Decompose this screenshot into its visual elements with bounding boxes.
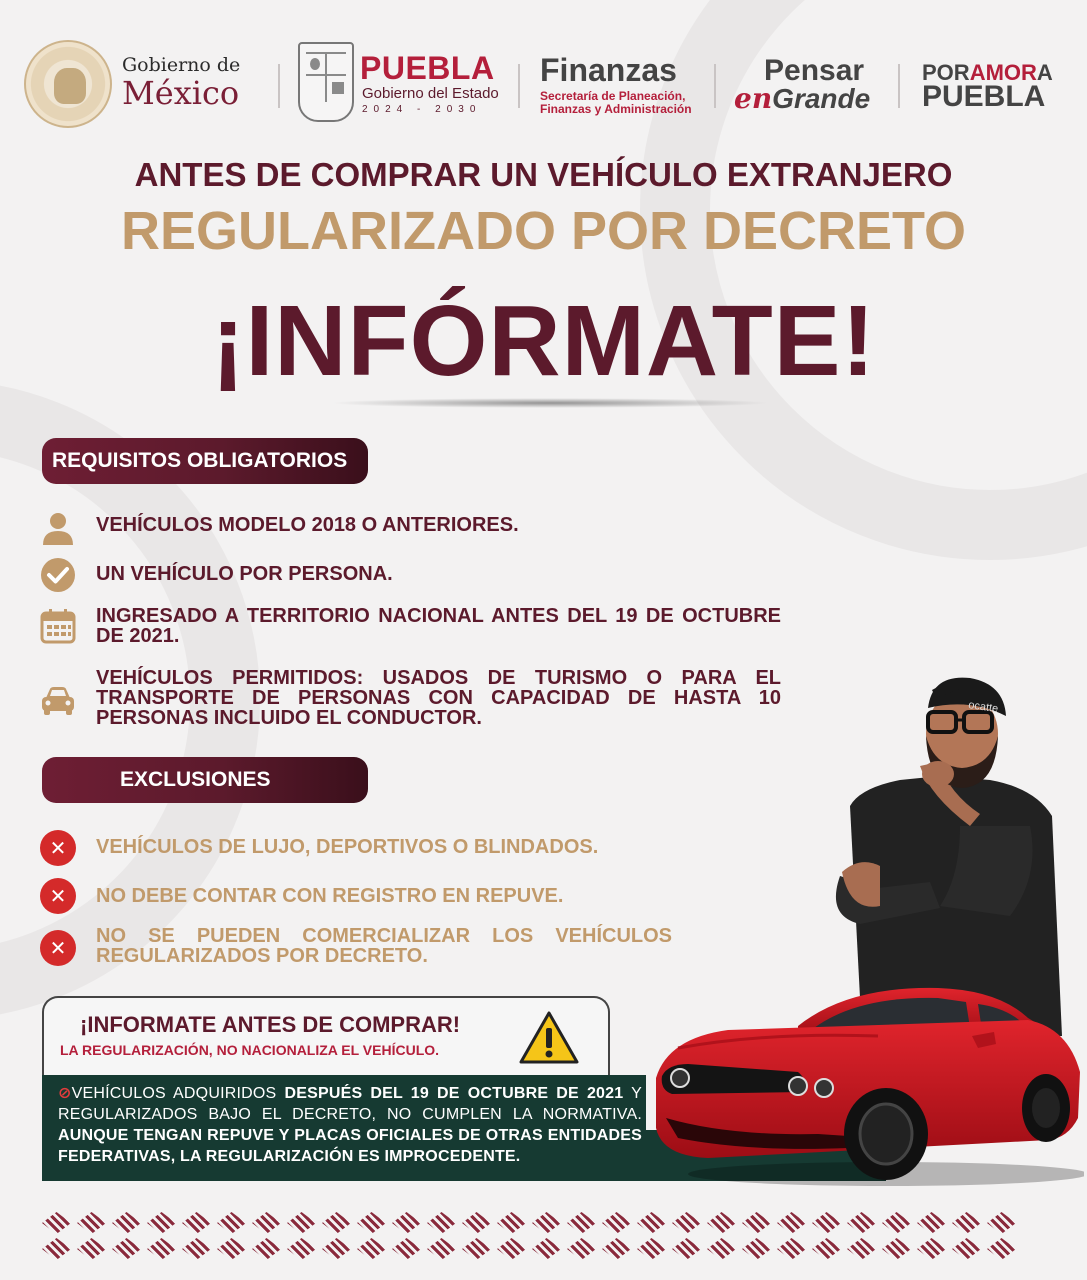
prohibited-icon: ⊘ [58, 1085, 72, 1102]
title-informate: ¡INFÓRMATE! [211, 285, 876, 397]
notice-text: ⊘VEHÍCULOS ADQUIRIDOS DESPUÉS DEL 19 DE OCTUBRE DE 2021 Y REGULARIZADOS BAJO EL DECRETO, NO CUMPLEN LA NORMATIVA. AUNQUE TENGAN REPUVE Y PLACAS OFICIALES DE OTRAS ENTIDADES FEDERATIVAS, LA REGULARIZACIÓN ES IMPROCEDENTE. [58, 1085, 643, 1165]
requisito-text: VEHÍCULOS MODELO 2018 O ANTERIORES. [96, 514, 519, 536]
red-car-photo [648, 968, 1084, 1190]
cap-text: ocatte [967, 699, 999, 716]
requisito-text: INGRESADO A TERRITORIO NACIONAL ANTES DEL 19 DE OCTUBRE DE 2021. [96, 605, 781, 647]
divider [898, 64, 900, 108]
title-line1: ANTES DE COMPRAR UN VEHÍCULO EXTRANJERO [134, 156, 953, 193]
puebla-logo-title: PUEBLA [360, 50, 495, 86]
warning-icon [518, 1010, 580, 1066]
calendar-icon [40, 608, 76, 644]
gobierno-mexico-line2: México [122, 74, 240, 112]
divider [714, 64, 716, 108]
requisito-text: VEHÍCULOS PERMITIDOS: USADOS DE TURISMO O PARA EL TRANSPORTE DE PERSONAS CON CAPACIDAD DE HASTA 10 PERSONAS INCLUIDO EL CONDUCTOR. [96, 667, 781, 729]
title-underline [330, 398, 770, 408]
finanzas-logo-sub: Secretaría de Planeación, Finanzas y Administración [540, 89, 692, 116]
info-title: ¡INFORMATE ANTES DE COMPRAR! [80, 1012, 461, 1037]
poramor-logo-line1: PORAMORA [922, 60, 1053, 85]
pensar-logo-line2: enGrande [734, 82, 871, 115]
x-circle-icon: ✕ [40, 930, 76, 966]
x-circle-icon: ✕ [40, 830, 76, 866]
divider [518, 64, 520, 108]
puebla-shield-icon [298, 42, 354, 122]
finanzas-logo-title: Finanzas [540, 52, 677, 88]
requisitos-heading: REQUISITOS OBLIGATORIOS [42, 438, 368, 484]
gobierno-mexico-line1: Gobierno de [122, 54, 241, 76]
info-box [42, 996, 610, 1076]
person-icon [40, 510, 76, 546]
requisito-text: UN VEHÍCULO POR PERSONA. [96, 563, 393, 585]
exclusion-text: VEHÍCULOS DE LUJO, DEPORTIVOS O BLINDADOS. [96, 836, 599, 858]
car-icon [40, 682, 76, 718]
info-subtitle: LA REGULARIZACIÓN, NO NACIONALIZA EL VEHÍCULO. [60, 1042, 440, 1058]
notice-banner [42, 1075, 646, 1181]
exclusion-text: NO SE PUEDEN COMERCIALIZAR LOS VEHÍCULOS REGULARIZADOS POR DECRETO. [96, 925, 672, 967]
poramor-logo-line2: PUEBLA [922, 80, 1046, 113]
header-logos [24, 36, 1064, 132]
puebla-logo-years: 2024 - 2030 [362, 104, 482, 115]
title-line2: REGULARIZADO POR DECRETO [120, 201, 967, 261]
national-seal-icon [24, 40, 112, 128]
pensar-logo-line1: Pensar [764, 54, 865, 87]
exclusion-text: NO DEBE CONTAR CON REGISTRO EN REPUVE. [96, 885, 564, 907]
check-circle-icon [40, 557, 76, 593]
puebla-logo-sub: Gobierno del Estado [362, 85, 499, 102]
divider [278, 64, 280, 108]
exclusiones-heading: EXCLUSIONES [42, 757, 368, 803]
decorative-pattern [42, 1212, 1052, 1260]
x-circle-icon: ✕ [40, 878, 76, 914]
